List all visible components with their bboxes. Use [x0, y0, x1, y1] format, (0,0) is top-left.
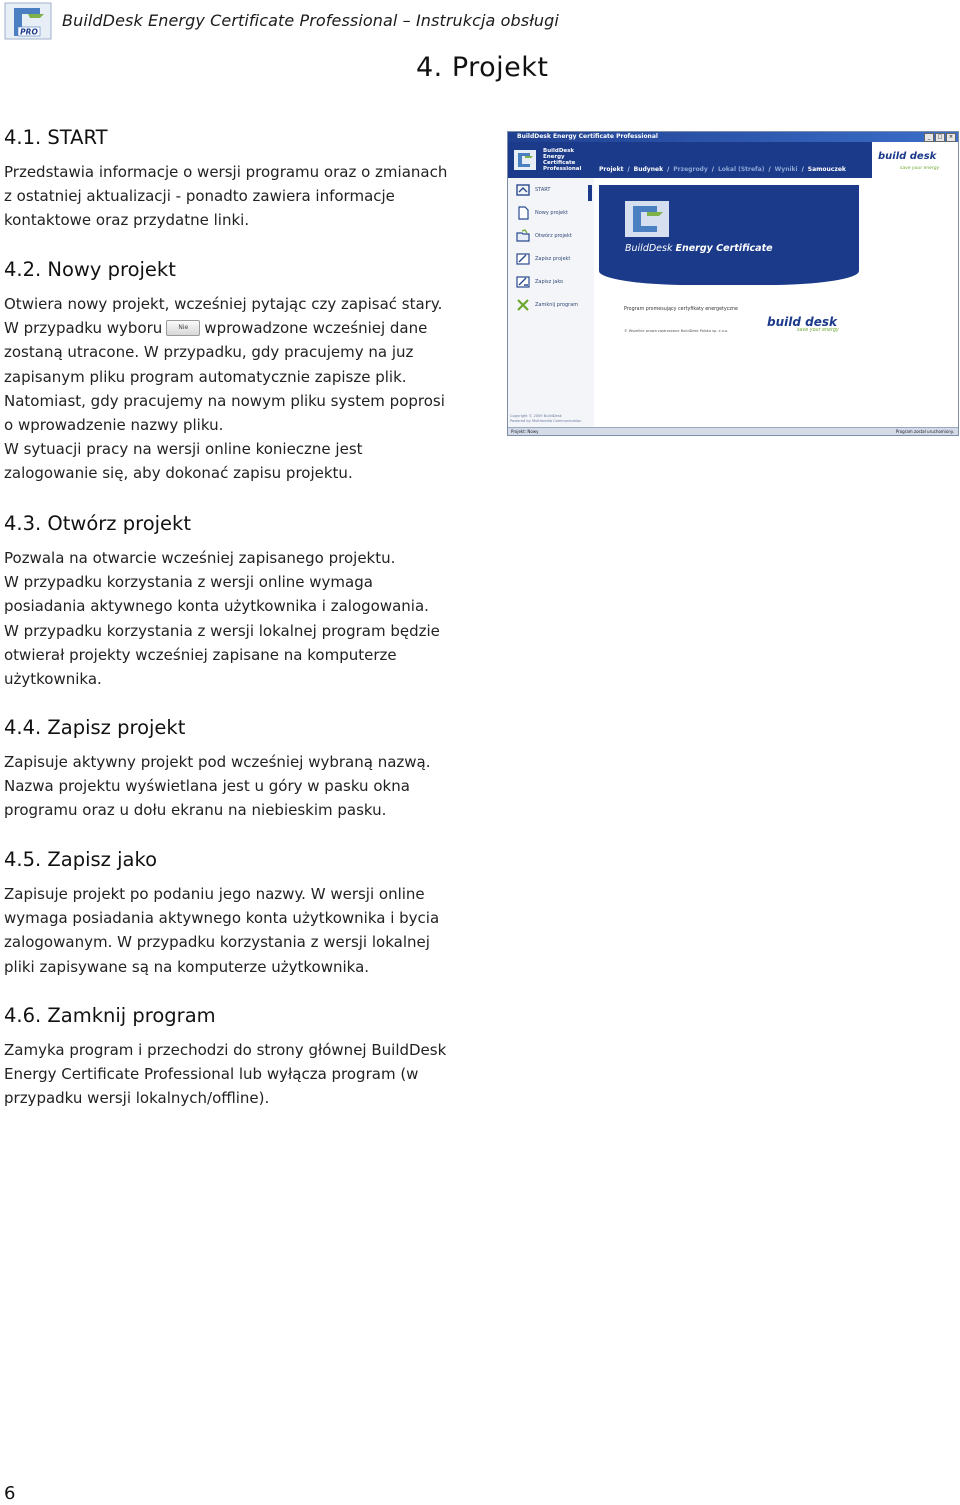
- menu-lokal[interactable]: Lokal (Strefa): [717, 166, 765, 173]
- menu-separator: /: [667, 166, 670, 173]
- splash-logo-icon: [625, 201, 669, 237]
- app-logo-icon: [514, 150, 536, 170]
- brand-line: Energy: [543, 154, 565, 160]
- copyright-line: Powered by Multimedia Communication: [510, 418, 582, 423]
- sidebar-item-save-as[interactable]: [516, 273, 563, 291]
- status-message: Program został uruchomiony.: [895, 429, 954, 434]
- section-start: [4, 125, 456, 233]
- section-paragraph: Zapisuje projekt po podaniu jego nazwy. W wersji online wymaga posiadania aktywnego konta użytkownika i bycia zalogowanym. W przypadku korzystania z wersji lokalnej pliki zapisywane są na komputerze użytkownika.: [4, 885, 440, 976]
- section-paragraph: Nazwa projektu wyświetlana jest u góry w pasku okna programu oraz u dołu ekranu na niebieskim pasku.: [4, 777, 410, 820]
- section-paragraph: W sytuacji pracy na wersji online konieczne jest zalogowanie się, aby dokonać zapisu projektu.: [4, 440, 363, 483]
- start-splash-panel: [599, 185, 859, 341]
- brand-line: Certificate: [543, 160, 576, 166]
- copyright-line: Copyright © 2009 BuildDesk: [510, 414, 562, 418]
- section-save-as: [4, 847, 456, 979]
- menu-projekt[interactable]: Projekt: [599, 166, 624, 173]
- splash-rights: © Wszelkie prawa zastrzeżone BuildDesk Polska sp. z o.o.: [624, 329, 729, 333]
- close-icon: ×: [946, 133, 956, 142]
- builddesk-logo-word: build desk: [878, 151, 937, 162]
- sidebar-item-close-program[interactable]: [516, 296, 578, 314]
- maximize-icon: □: [935, 133, 945, 142]
- splash-builddesk-logo: [767, 311, 839, 333]
- save-as-icon: [516, 275, 530, 289]
- section-heading: 4.4. Zapisz projekt: [4, 716, 186, 739]
- menu-separator: /: [801, 166, 804, 173]
- section-paragraph: [4, 292, 456, 437]
- start-icon: [516, 183, 530, 197]
- app-window-title: BuildDesk Energy Certificate Professional: [517, 133, 658, 140]
- menu-przegrody[interactable]: Przegrody: [673, 166, 708, 173]
- section-heading: 4.1. START: [4, 126, 108, 149]
- pro-logo-text: PRO: [20, 27, 38, 37]
- sidebar-item-label: Otwórz projekt: [535, 233, 572, 239]
- sidebar-item-start[interactable]: [516, 181, 550, 199]
- sidebar-item-new-project[interactable]: [516, 204, 568, 222]
- app-titlebar: [508, 132, 958, 142]
- section-paragraph: Przedstawia informacje o wersji programu oraz o zmianach z ostatniej aktualizacji - ponadto zawiera informacje kontaktowe oraz przydatne linki.: [4, 163, 448, 230]
- section-paragraph: Zamyka program i przechodzi do strony głównej BuildDesk Energy Certificate Professional lub wyłącza program (w przypadku wersji lokalnych/offline).: [4, 1041, 447, 1108]
- builddesk-logo-tagline: save your energy: [797, 328, 839, 333]
- builddesk-logo-tagline: save your energy: [900, 166, 940, 171]
- window-controls: [924, 133, 956, 142]
- section-save-project: [4, 715, 456, 823]
- close-x-icon: [516, 298, 530, 312]
- brand-line: BuildDesk: [543, 148, 575, 154]
- sidebar-item-label: Zapisz jako: [535, 279, 564, 285]
- chapter-title: 4. Projekt: [416, 52, 549, 83]
- section-heading: 4.6. Zamknij program: [4, 1004, 216, 1027]
- sidebar-item-save-project[interactable]: [516, 250, 570, 268]
- sidebar-item-label: Zapisz projekt: [535, 256, 571, 262]
- minimize-icon: _: [924, 133, 934, 142]
- builddesk-logo: [872, 142, 958, 178]
- sidebar-item-label: START: [535, 187, 551, 193]
- menu-separator: /: [768, 166, 771, 173]
- menu-samouczek[interactable]: Samouczek: [807, 166, 846, 173]
- save-icon: [516, 252, 530, 266]
- splash-title-rest: Energy Certificate: [675, 243, 773, 254]
- copyright-notice: [510, 414, 581, 423]
- new-document-icon: [516, 206, 530, 220]
- text-fragment: wprowadzone wcześniej dane zostaną utracone. W przypadku, gdy pracujemy na juz zapisanym pliku program automatycznie zapisze plik. Natomiast, gdy pracujemy na nowym pliku system poprosi o wprowadzenie nazwy pliku.: [4, 319, 445, 435]
- splash-title-bold: BuildDesk: [625, 243, 676, 254]
- app-status-bar: [508, 427, 958, 436]
- open-folder-icon: [516, 229, 530, 243]
- sidebar-item-open-project[interactable]: [516, 227, 572, 245]
- section-paragraph: W przypadku korzystania z wersji online wymaga posiadania aktywnego konta użytkownika i zalogowania.: [4, 573, 429, 616]
- splash-description: Program promesujący certyfikaty energetyczne: [624, 307, 738, 312]
- nie-button-image: Nie: [166, 320, 200, 336]
- section-open-project: [4, 511, 456, 691]
- splash-title: [625, 243, 773, 254]
- section-close-program: [4, 1003, 456, 1111]
- page-number: 6: [4, 1483, 16, 1504]
- menu-budynek[interactable]: Budynek: [633, 166, 664, 173]
- section-paragraph: Pozwala na otwarcie wcześniej zapisanego projektu.: [4, 549, 396, 567]
- sidebar-scroll-indicator: [588, 185, 592, 201]
- status-project-name: Projekt: Nowy: [511, 429, 539, 434]
- section-new-project: [4, 257, 456, 486]
- text-fragment: Otwiera nowy projekt, wcześniej pytając czy zapisać stary. W przypadku wyboru: [4, 295, 443, 338]
- app-screenshot: [507, 131, 959, 436]
- pro-logo-icon: [4, 2, 52, 40]
- section-heading: 4.2. Nowy projekt: [4, 258, 176, 281]
- sidebar-item-label: Zamknij program: [535, 302, 579, 308]
- menu-separator: /: [627, 166, 630, 173]
- document-header-title: BuildDesk Energy Certificate Professional – Instrukcja obsługi: [62, 11, 559, 30]
- sidebar-item-label: Nowy projekt: [535, 210, 568, 216]
- app-sidebar: [508, 178, 594, 429]
- section-paragraph: W przypadku korzystania z wersji lokalnej program będzie otwierał projekty wcześniej zapisane na komputerze użytkownika.: [4, 621, 440, 689]
- section-heading: 4.3. Otwórz projekt: [4, 512, 191, 535]
- menu-wyniki[interactable]: Wyniki: [774, 166, 798, 173]
- section-paragraph: Zapisuje aktywny projekt pod wcześniej wybraną nazwą.: [4, 753, 431, 771]
- app-brand: [543, 148, 581, 172]
- builddesk-logo-word: build desk: [767, 315, 837, 329]
- app-menu: [599, 166, 846, 173]
- section-heading: 4.5. Zapisz jako: [4, 848, 158, 871]
- brand-line: Professional: [543, 166, 582, 172]
- menu-separator: /: [711, 166, 714, 173]
